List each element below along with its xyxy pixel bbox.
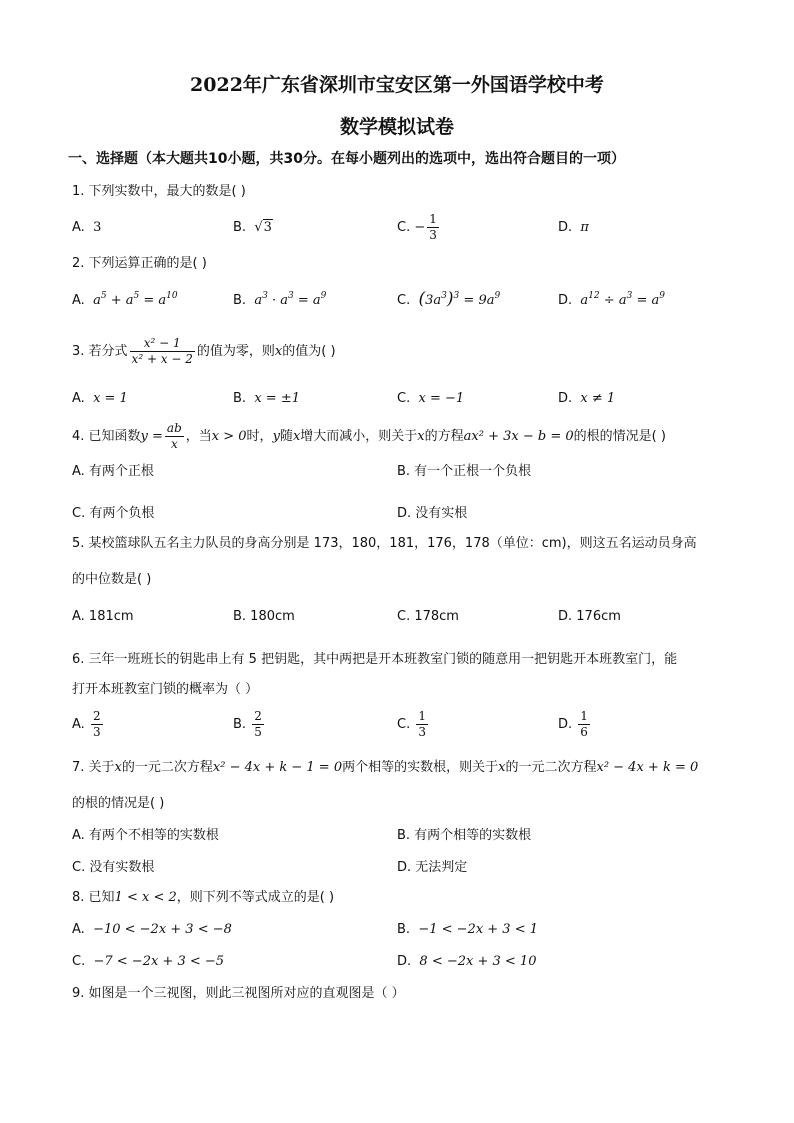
option-label: D. <box>558 293 573 308</box>
denominator: 3 <box>429 228 437 242</box>
stem-text: 增大而减小，则关于 <box>300 429 418 444</box>
option-value: x = −1 <box>418 391 465 406</box>
q2-option-c[interactable] <box>397 290 500 310</box>
q2-option-b[interactable] <box>233 292 326 310</box>
option-label: C. <box>397 293 411 308</box>
page-subtitle: 数学模拟试卷 <box>339 116 454 138</box>
option-label: B. <box>233 293 247 308</box>
stem-text: 8. 已知 <box>72 890 115 905</box>
q5-option-d[interactable]: D. 176cm <box>558 609 621 624</box>
math-expression: $a^5 + a^5 = a^{10}$ <box>93 291 178 308</box>
option-value: 3 <box>93 220 102 235</box>
question-5-stem-cont: 的中位数是( ) <box>72 572 152 587</box>
stem-text: 的方程 <box>424 429 464 444</box>
q6-option-b[interactable] <box>233 709 266 740</box>
q3-option-b[interactable] <box>233 390 300 408</box>
stem-text: 的值为( ) <box>282 344 336 359</box>
math-expression: x > 0 <box>211 429 247 444</box>
q7-option-b[interactable]: B. 有两个相等的实数根 <box>397 828 532 843</box>
q1-option-c[interactable] <box>397 212 441 243</box>
q6-option-c[interactable] <box>397 709 430 740</box>
stem-text: ，则下列不等式成立的是( ) <box>176 890 335 905</box>
option-value: −10 < −2x + 3 < −8 <box>93 922 232 937</box>
q1-option-b[interactable] <box>233 219 273 237</box>
denominator: x² + x − 2 <box>131 352 193 366</box>
option-label: C. <box>397 717 411 732</box>
stem-text: 4. 已知函数 <box>72 429 141 444</box>
denominator: 6 <box>580 725 588 739</box>
option-label: D. <box>397 954 412 969</box>
stem-text: 的值为零，则 <box>196 344 275 359</box>
question-7-stem-cont: 的根的情况是( ) <box>72 796 165 811</box>
numerator: ab <box>166 421 182 435</box>
option-label: D. <box>558 220 573 235</box>
fraction <box>165 421 184 452</box>
q1-option-a[interactable] <box>72 219 101 237</box>
stem-text: 两个相等的实数根，则关于 <box>342 760 499 775</box>
option-label: D. <box>558 717 573 732</box>
numerator: 1 <box>429 212 437 226</box>
math-expression: x² − 4x + k = 0 <box>596 760 699 775</box>
q5-option-b[interactable]: B. 180cm <box>233 609 295 624</box>
page-title: 2022年广东省深圳市宝安区第一外国语学校中考 <box>190 74 604 96</box>
numerator: 1 <box>418 709 426 723</box>
numerator: 2 <box>92 709 101 723</box>
fraction <box>427 212 439 243</box>
question-6-stem: 6. 三年一班班长的钥匙串上有 5 把钥匙，其中两把是开本班教室门锁的随意用一把钥匙开本班教室门，能 <box>72 652 678 667</box>
q2-option-a[interactable] <box>72 292 178 310</box>
q8-option-a[interactable] <box>72 921 232 939</box>
denominator: 5 <box>254 725 262 739</box>
option-label: B. <box>233 391 247 406</box>
question-4-stem <box>72 421 666 452</box>
q3-option-c[interactable] <box>397 390 464 408</box>
math-expression: x² − 4x + k − 1 = 0 <box>212 760 343 775</box>
q4-option-a[interactable]: A. 有两个正根 <box>72 464 154 479</box>
q8-option-b[interactable] <box>397 921 538 939</box>
q6-option-d[interactable] <box>558 709 592 740</box>
option-value: 8 < −2x + 3 < 10 <box>419 954 537 969</box>
numerator: x² − 1 <box>130 336 195 352</box>
q8-option-c[interactable] <box>72 953 224 971</box>
option-value: π <box>580 220 589 235</box>
q5-option-c[interactable]: C. 178cm <box>397 609 459 624</box>
question-2-stem: 2. 下列运算正确的是( ) <box>72 256 207 271</box>
sqrt-expression: √3 <box>254 220 272 235</box>
option-label: D. <box>558 391 573 406</box>
option-label: B. <box>233 220 247 235</box>
q7-option-a[interactable]: A. 有两个不相等的实数根 <box>72 828 219 843</box>
question-9-stem: 9. 如图是一个三视图，则此三视图所对应的直观图是（ ） <box>72 986 405 1001</box>
fraction <box>252 709 264 740</box>
q4-option-b[interactable]: B. 有一个正根一个负根 <box>397 464 532 479</box>
question-6-stem-cont: 打开本班教室门锁的概率为（ ） <box>72 682 259 697</box>
stem-text: 的根的情况是( ) <box>573 429 666 444</box>
fraction <box>91 709 103 740</box>
stem-text: 随 <box>279 429 293 444</box>
stem-text: 时， <box>246 429 273 444</box>
math-expression: y = <box>140 429 163 444</box>
option-value: −7 < −2x + 3 < −5 <box>93 954 225 969</box>
stem-text: 3. 若分式 <box>72 344 128 359</box>
option-label: C. <box>72 954 86 969</box>
q2-option-d[interactable] <box>558 292 665 310</box>
numerator: 1 <box>580 709 588 723</box>
question-5-stem: 5. 某校篮球队五名主力队员的身高分别是 173，180，181，176，178（单位：cm)，则这五名运动员身高 <box>72 536 697 551</box>
stem-text: 的一元二次方程 <box>121 760 213 775</box>
option-label: A. <box>72 391 85 406</box>
q8-option-d[interactable] <box>397 953 536 971</box>
variable: y <box>272 429 280 444</box>
math-expression: $a^3 \cdot a^3 = a^9$ <box>254 291 327 308</box>
question-1-stem: 1. 下列实数中，最大的数是( ) <box>72 184 246 199</box>
math-expression: 1 < x < 2 <box>114 890 177 905</box>
denominator: x <box>170 437 178 451</box>
numerator: 2 <box>254 709 262 723</box>
option-label: A. <box>72 293 85 308</box>
q6-option-a[interactable] <box>72 709 105 740</box>
q7-option-c[interactable]: C. 没有实数根 <box>72 860 155 875</box>
q3-option-d[interactable] <box>558 390 615 408</box>
variable: x <box>417 429 425 444</box>
option-label: B. <box>397 922 411 937</box>
option-value: x = ±1 <box>254 391 300 406</box>
question-8-stem <box>72 889 334 907</box>
option-label: A. <box>72 922 85 937</box>
q7-option-d[interactable]: D. 无法判定 <box>397 860 468 875</box>
fraction <box>130 336 195 367</box>
math-expression: $(3a^3)^3 = 9a^9$ <box>418 289 501 309</box>
fraction <box>578 709 590 740</box>
denominator: 3 <box>418 725 426 739</box>
option-value: −1 < −2x + 3 < 1 <box>418 922 539 937</box>
option-label: C. <box>397 220 411 235</box>
q5-option-a[interactable]: A. 181cm <box>72 609 134 624</box>
math-expression: ax² + 3x − b = 0 <box>463 429 574 444</box>
q3-option-a[interactable] <box>72 390 128 408</box>
option-value: x ≠ 1 <box>580 391 616 406</box>
option-value: x = 1 <box>93 391 128 406</box>
question-7-stem <box>72 759 698 777</box>
option-label: C. <box>397 391 411 406</box>
stem-text: 的一元二次方程 <box>505 760 597 775</box>
math-expression: $a^{12} \div a^3 = a^9$ <box>580 291 665 308</box>
variable: x <box>292 429 301 444</box>
option-label: B. <box>233 717 247 732</box>
variable: x <box>498 760 506 775</box>
q4-option-d[interactable]: D. 没有实根 <box>397 506 468 521</box>
variable: x <box>274 344 283 359</box>
q4-option-c[interactable]: C. 有两个负根 <box>72 506 155 521</box>
option-label: A. <box>72 717 85 732</box>
radicand: 3 <box>263 220 272 235</box>
denominator: 3 <box>92 725 101 739</box>
stem-text: 7. 关于 <box>72 760 115 775</box>
stem-text: ，当 <box>185 429 212 444</box>
section-heading: 一、选择题（本大题共10小题，共30分。在每小题列出的选项中，选出符合题目的一项） <box>68 151 625 167</box>
q1-option-d[interactable] <box>558 219 589 237</box>
minus-sign: − <box>414 220 426 235</box>
question-3-stem <box>72 336 336 367</box>
variable: x <box>114 760 122 775</box>
option-label: A. <box>72 220 85 235</box>
fraction <box>416 709 428 740</box>
